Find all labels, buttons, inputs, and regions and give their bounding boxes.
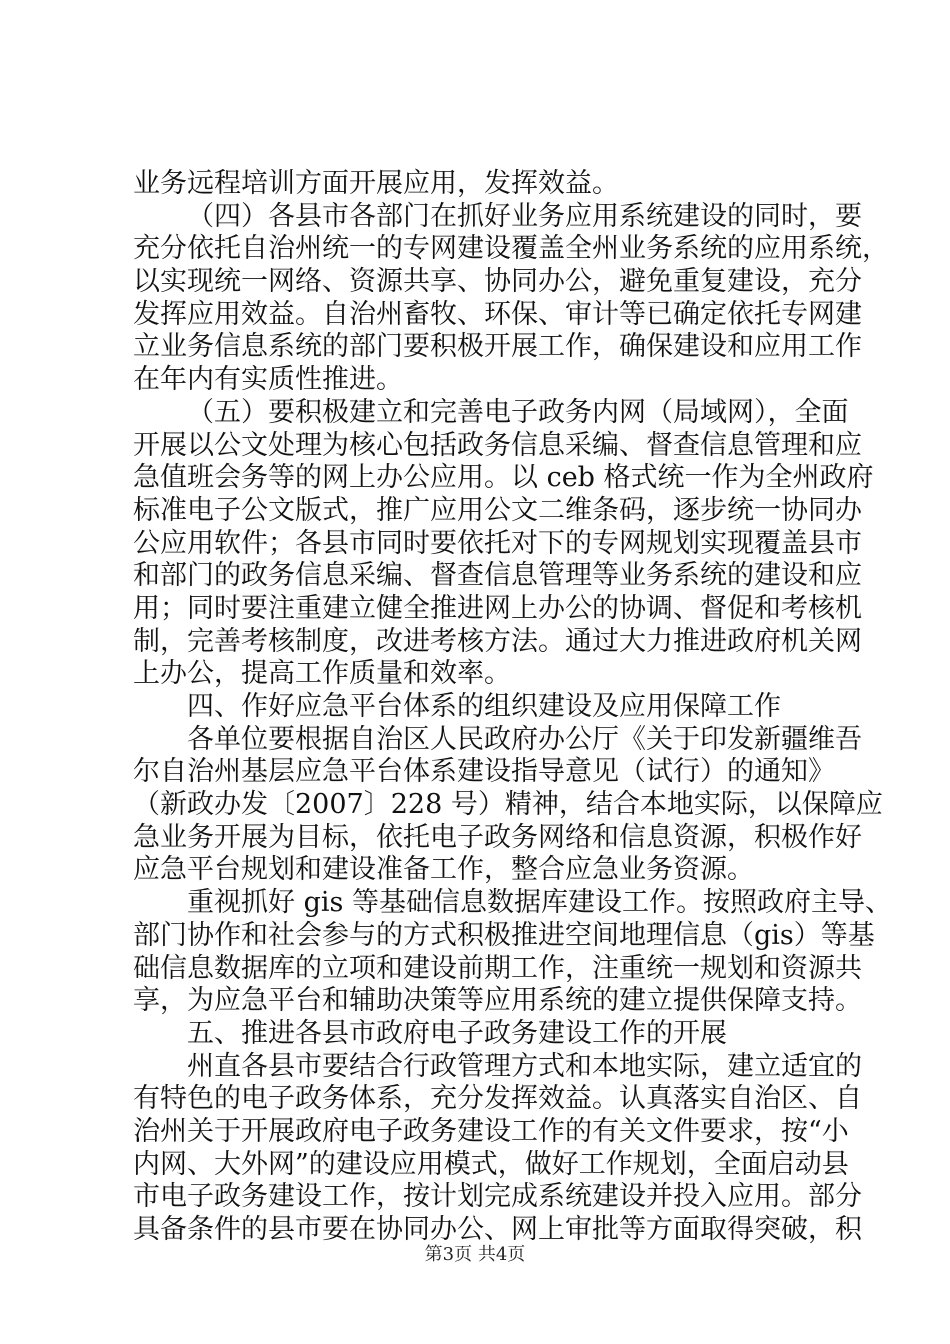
text-line: 在年内有实质性推进。 xyxy=(133,364,403,396)
text-line: （四）各县市各部门在抓好业务应用系统建设的同时，要 xyxy=(187,200,862,232)
text-line: 治州关于开展政府电子政务建设工作的有关文件要求，按“小 xyxy=(133,1115,849,1147)
text-line: 业务远程培训方面开展应用，发挥效益。 xyxy=(133,168,619,199)
text-line: 具备条件的县市要在协同办公、网上审批等方面取得突破，积 xyxy=(133,1214,862,1245)
text-line: 和部门的政务信息采编、督查信息管理等业务系统的建设和应 xyxy=(133,560,862,592)
text-line: （新政办发〔2007〕228 号）精神，结合本地实际，以保障应 xyxy=(133,789,883,821)
text-line: 制，完善考核制度，改进考核方法。通过大力推进政府机关网 xyxy=(133,625,862,657)
text-line: 享，为应急平台和辅助决策等应用系统的建立提供保障支持。 xyxy=(133,985,862,1017)
text-line: 础信息数据库的立项和建设前期工作，注重统一规划和资源共 xyxy=(133,952,862,984)
text-line: 立业务信息系统的部门要积极开展工作，确保建设和应用工作 xyxy=(133,331,862,363)
text-line: 用；同时要注重建立健全推进网上办公的协调、督促和考核机 xyxy=(133,592,862,624)
text-line: 各单位要根据自治区人民政府办公厅《关于印发新疆维吾 xyxy=(187,723,862,755)
text-line: 内网、大外网”的建设应用模式，做好工作规划，全面启动县 xyxy=(133,1148,849,1180)
page-footer: 第3页 共4页 xyxy=(424,1244,526,1265)
text-line: 发挥应用效益。自治州畜牧、环保、审计等已确定依托专网建 xyxy=(133,298,862,330)
text-line: 应急平台规划和建设准备工作，整合应急业务资源。 xyxy=(133,854,754,886)
text-line: 标准电子公文版式，推广应用公文二维条码，逐步统一协同办 xyxy=(133,494,862,526)
text-line: 四、作好应急平台体系的组织建设及应用保障工作 xyxy=(187,691,781,722)
text-line: 有特色的电子政务体系，充分发挥效益。认真落实自治区、自 xyxy=(133,1083,862,1115)
text-line: 市电子政务建设工作，按计划完成系统建设并投入应用。部分 xyxy=(133,1181,862,1213)
text-line: 急值班会务等的网上办公应用。以 ceb 格式统一作为全州政府 xyxy=(133,462,874,494)
text-line: 公应用软件；各县市同时要依托对下的专网规划实现覆盖县市 xyxy=(133,527,862,559)
text-line: （五）要积极建立和完善电子政务内网（局域网），全面 xyxy=(187,396,849,428)
text-line: 部门协作和社会参与的方式积极推进空间地理信息（gis）等基 xyxy=(133,919,875,951)
text-line: 开展以公文处理为核心包括政务信息采编、督查信息管理和应 xyxy=(133,429,862,461)
text-line: 急业务开展为目标，依托电子政务网络和信息资源，积极作好 xyxy=(133,821,862,853)
text-line: 充分依托自治州统一的专网建设覆盖全州业务系统的应用系统， xyxy=(133,233,889,265)
text-line: 上办公，提高工作质量和效率。 xyxy=(133,658,511,690)
document-body xyxy=(133,168,892,1247)
text-line: 重视抓好 gis 等基础信息数据库建设工作。按照政府主导、 xyxy=(187,887,892,919)
text-line: 州直各县市要结合行政管理方式和本地实际，建立适宜的 xyxy=(187,1050,862,1082)
text-line: 以实现统一网络、资源共享、协同办公，避免重复建设，充分 xyxy=(133,266,862,298)
text-line: 五、推进各县市政府电子政务建设工作的开展 xyxy=(187,1017,727,1049)
text-line: 尔自治州基层应急平台体系建设指导意见（试行）的通知》 xyxy=(133,756,835,788)
